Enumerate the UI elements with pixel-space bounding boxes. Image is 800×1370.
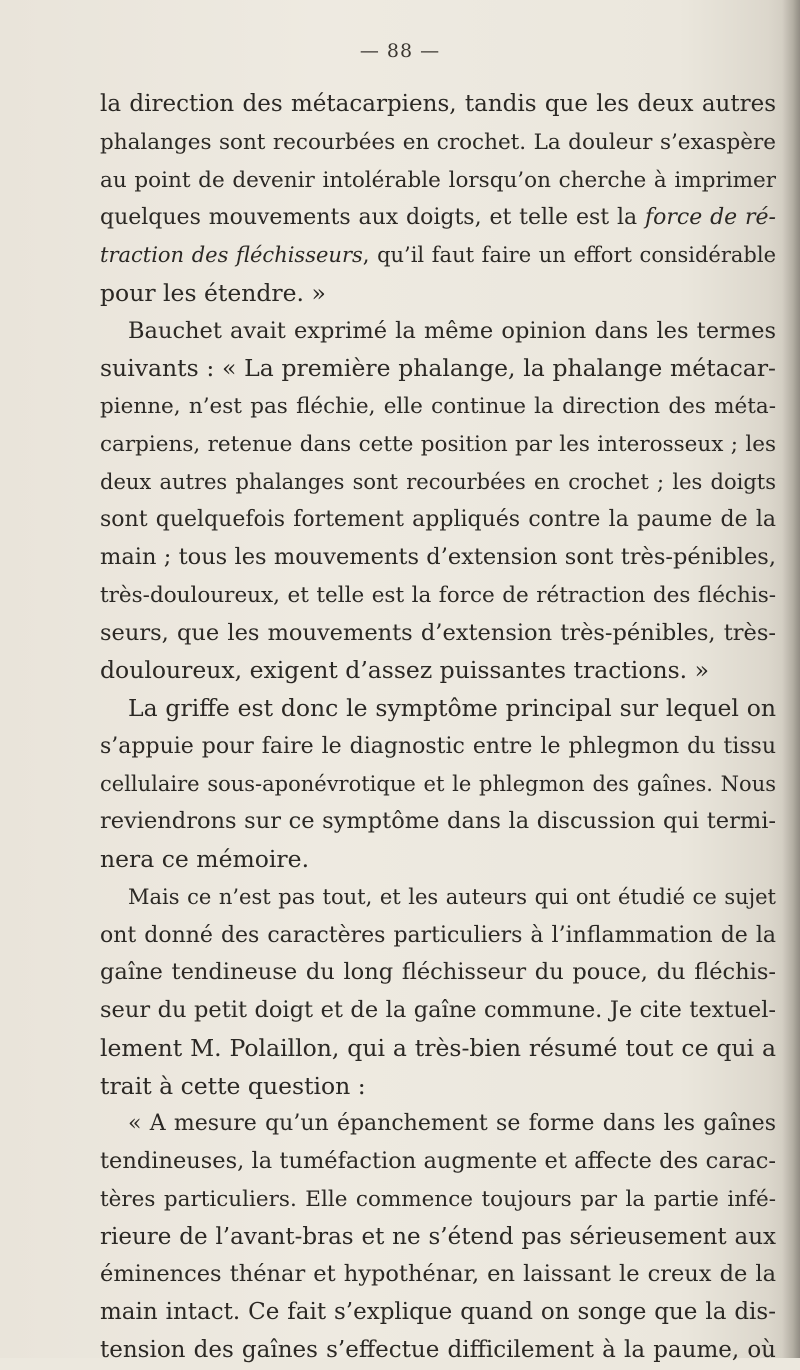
text-line-13: main ; tous les mouvements d’extension sont très-pénibles,	[100, 544, 776, 570]
text-line-28: « A mesure qu’un épanchement se forme dans les gaînes	[128, 1111, 776, 1137]
text-line-5	[100, 237, 776, 275]
text-line-1: la direction des métacarpiens, tandis que les deux autres	[100, 91, 776, 117]
text-line-21: nera ce mémoire.	[100, 845, 310, 873]
page-number: — 88 —	[359, 40, 441, 62]
text-line-32: éminences thénar et hypothénar, en laissant le creux de la	[100, 1261, 776, 1288]
text-line-5-italic: traction des fléchisseurs	[100, 243, 363, 267]
text-line-4-roman: quelques mouvements aux doigts, et telle est la	[100, 205, 645, 231]
text-line-22: Mais ce n’est pas tout, et les auteurs qui ont étudié ce sujet	[128, 884, 776, 909]
body-text	[100, 86, 776, 1370]
text-line-27: trait à cette question :	[100, 1071, 366, 1100]
text-line-31: rieure de l’avant-bras et ne s’étend pas sérieusement aux	[100, 1223, 776, 1250]
text-line-10: carpiens, retenue dans cette position par les interosseux ; les	[100, 431, 776, 457]
text-line-4-italic: force de ré-	[644, 205, 776, 231]
text-line-19: cellulaire sous-aponévrotique et le phlegmon des gaînes. Nous	[100, 771, 776, 796]
text-line-9: pienne, n’est pas fléchie, elle continue la direction des méta-	[100, 394, 776, 419]
text-line-3: au point de devenir intolérable lorsqu’on cherche à imprimer	[100, 167, 776, 193]
text-line-2: phalanges sont recourbées en crochet. La douleur s’exaspère	[100, 129, 776, 155]
text-line-14: très-douloureux, et telle est la force de rétraction des fléchis-	[100, 582, 776, 608]
text-line-5-roman: , qu’il faut faire un effort considérable	[362, 243, 776, 267]
text-line-23: ont donné des caractères particuliers à l’inflammation de la	[100, 922, 776, 948]
text-line-29: tendineuses, la tuméfaction augmente et affecte des carac-	[100, 1148, 776, 1174]
text-line-30: tères particuliers. Elle commence toujours par la partie infé-	[100, 1186, 776, 1212]
text-line-16: douloureux, exigent d’assez puissantes tractions. »	[100, 656, 709, 685]
text-line-4	[100, 199, 776, 237]
text-line-7: Bauchet avait exprimé la même opinion dans les termes	[128, 317, 776, 344]
text-line-15: seurs, que les mouvements d’extension très-pénibles, très-	[100, 619, 776, 646]
text-line-26: lement M. Polaillon, qui a très-bien résumé tout ce qui a	[100, 1033, 776, 1062]
text-line-8: suivants : « La première phalange, la phalange métacar-	[100, 354, 776, 383]
page-edge-shadow	[782, 0, 800, 1358]
text-line-25: seur du petit doigt et de la gaîne commune. Je cite textuel-	[100, 997, 776, 1023]
text-line-34: tension des gaînes s’effectue difficilement à la paume, où	[100, 1336, 776, 1363]
text-line-12: sont quelquefois fortement appliqués contre la paume de la	[100, 507, 776, 533]
text-line-17: La griffe est donc le symptôme principal sur lequel on	[128, 694, 776, 722]
text-line-20: reviendrons sur ce symptôme dans la discussion qui termi-	[100, 808, 776, 835]
text-line-24: gaîne tendineuse du long fléchisseur du pouce, du fléchis-	[100, 959, 776, 986]
text-line-33: main intact. Ce fait s’explique quand on songe que la dis-	[100, 1299, 776, 1325]
text-line-18: s’appuie pour faire le diagnostic entre le phlegmon du tissu	[100, 733, 776, 759]
text-line-11: deux autres phalanges sont recourbées en crochet ; les doigts	[100, 469, 776, 494]
text-line-6: pour les étendre. »	[100, 278, 326, 307]
